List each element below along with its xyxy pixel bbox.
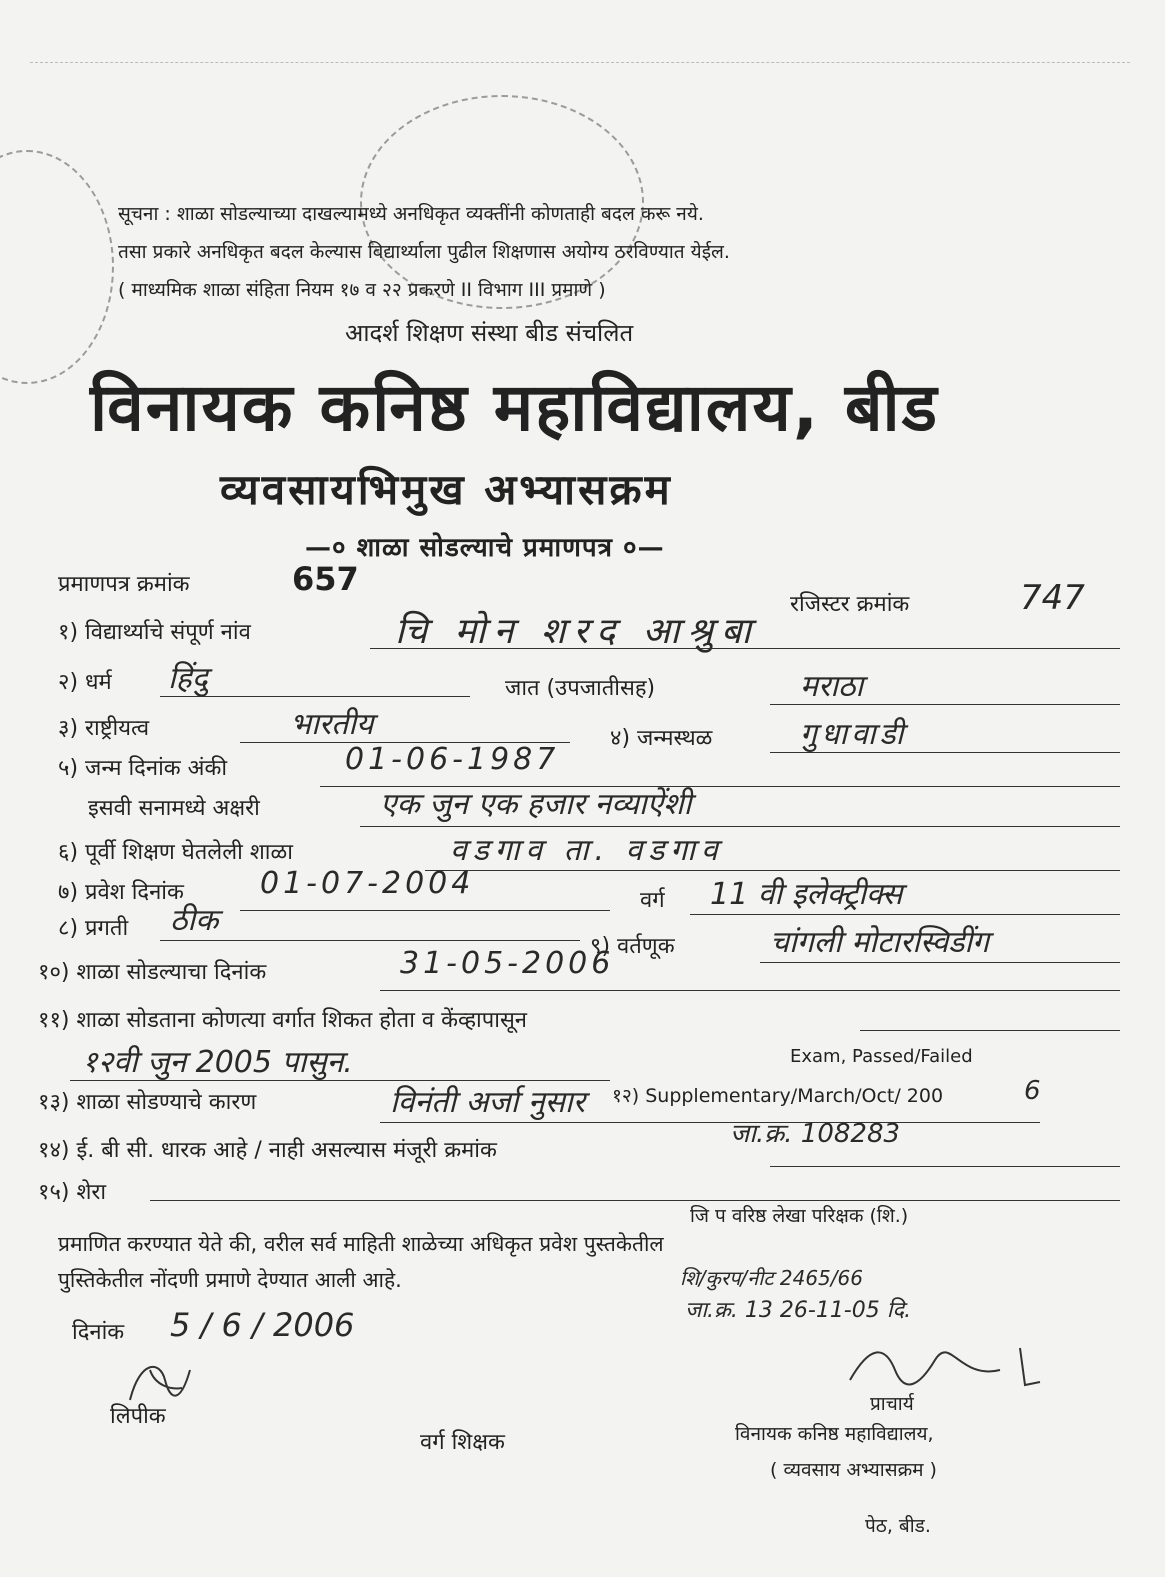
field-14-label: १४) ई. बी सी. धारक आहे / नाही असल्यास मंजूरी क्रमांक (38, 1138, 497, 1163)
field-1-line (370, 648, 1120, 649)
field-5-label: ५) जन्म दिनांक अंकी (58, 756, 228, 781)
field-8-line (160, 940, 580, 941)
field-9-value: चांगली मोटारस्विडींग (770, 925, 990, 960)
field-3-value: भारतीय (290, 707, 374, 742)
class-label: वर्ग (640, 888, 665, 913)
field-5-value: 01-06-1987 (345, 742, 560, 777)
field-10-line (380, 990, 1120, 991)
principal-label: प्राचार्य (870, 1393, 914, 1415)
field-15-line (150, 1200, 1120, 1201)
scan-edge (30, 62, 1130, 63)
college-title: विनायक कनिष्ठ महाविद्यालय, बीड (90, 369, 939, 446)
college-sign-line-3: पेठ, बीड. (865, 1515, 931, 1537)
field-4-label: ४) जन्मस्थळ (610, 726, 713, 751)
register-value: 747 (1020, 578, 1085, 618)
field-14-line (770, 1166, 1120, 1167)
field-12-value: 6 (1024, 1076, 1041, 1106)
cert-no-label: प्रमाणपत्र क्रमांक (58, 572, 190, 597)
field-5b-value: एक जुन एक हजार नव्याऐंशी (380, 787, 692, 822)
field-6-label: ६) पूर्वी शिक्षण घेतलेली शाळा (58, 840, 293, 865)
field-5b-line (360, 826, 1120, 827)
field-7-value: 01-07-2004 (260, 866, 475, 901)
caste-label: जात (उपजातीसह) (505, 676, 656, 701)
clerk-label: लिपीक (110, 1404, 166, 1429)
field-10-value: 31-05-2006 (400, 946, 615, 981)
field-9-line (760, 962, 1120, 963)
college-sign-line-2: ( व्यवसाय अभ्यासक्रम ) (770, 1459, 937, 1481)
society-line: आदर्श शिक्षण संस्था बीड संचलित (345, 319, 634, 347)
field-8-label: ८) प्रगती (58, 916, 129, 941)
field-13-label: १३) शाळा सोडण्याचे कारण (38, 1090, 257, 1115)
right-ref-1: शि/कुरप/नीट 2465/66 (680, 1266, 863, 1290)
course-title: व्यवसायभिमुख अभ्यासक्रम (220, 465, 673, 514)
caste-value: मराठा (800, 669, 864, 704)
cert-statement-1: प्रमाणित करण्यात येते की, वरील सर्व माहिती शाळेच्या अधिकृत प्रवेश पुस्तकेतील (58, 1232, 664, 1256)
certificate-title: —० शाळा सोडल्याचे प्रमाणपत्र ०— (305, 533, 665, 563)
seal-stamp-left (0, 150, 114, 384)
field-6-line (425, 870, 1120, 871)
right-ref-2: जा.क्र. 13 26-11-05 दि. (685, 1298, 912, 1323)
field-1-value: चि मोन शरद आश्रुबा (395, 611, 759, 652)
field-2-value: हिंदु (168, 661, 208, 696)
field-7-line (240, 910, 610, 911)
class-value: 11 वी इलेक्ट्रीक्स (710, 877, 903, 912)
officer-line: जि प वरिष्ठ लेखा परिक्षक (शि.) (690, 1205, 909, 1227)
college-sign-line-1: विनायक कनिष्ठ महाविद्यालय, (735, 1423, 934, 1445)
field-11-line (860, 1030, 1120, 1031)
field-7-label: ७) प्रवेश दिनांक (58, 880, 184, 905)
cert-no-value: 657 (292, 560, 359, 598)
field-1-label: १) विद्यार्थ्याचे संपूर्ण नांव (58, 620, 251, 645)
field-3-label: ३) राष्ट्रीयत्व (58, 716, 150, 741)
date-label: दिनांक (72, 1320, 125, 1345)
field-6-value: वडगाव ता. वडगाव (450, 833, 724, 868)
field-2-line (160, 696, 470, 697)
field-13-value: विनंती अर्जा नुसार (390, 1085, 585, 1120)
notice-line-2: तसा प्रकारे अनधिकृत बदल केल्यास विद्यार्थ्याला पुढील शिक्षणास अयोग्य ठरविण्यात येईल. (118, 241, 730, 263)
field-11-label: ११) शाळा सोडताना कोणत्या वर्गात शिकत होता व केंव्हापासून (38, 1008, 528, 1033)
field-8-value: ठीक (170, 903, 219, 938)
cert-statement-2: पुस्तिकेतील नोंदणी प्रमाणे देण्यात आली आहे. (58, 1268, 402, 1292)
field-12-top: Exam, Passed/Failed (790, 1046, 973, 1067)
field-15-label: १५) शेरा (38, 1180, 107, 1205)
register-label: रजिस्टर क्रमांक (790, 592, 910, 617)
field-13-line (380, 1122, 1040, 1123)
field-5b-label: इसवी सनामध्ये अक्षरी (88, 796, 260, 821)
field-9-label: ९) वर्तणूक (590, 934, 675, 959)
field-2-label: २) धर्म (58, 670, 112, 695)
class-line (690, 914, 1120, 915)
field-12-label: १२) Supplementary/March/Oct/ 200 (612, 1085, 944, 1107)
notice-line-1: सूचना : शाळा सोडल्याच्या दाखल्यामध्ये अनधिकृत व्यक्तींनी कोणताही बदल करू नये. (118, 203, 704, 225)
class-teacher-label: वर्ग शिक्षक (420, 1430, 505, 1455)
notice-line-3: ( माध्यमिक शाळा संहिता नियम १७ व २२ प्रकरणे II विभाग III प्रमाणे ) (118, 279, 606, 301)
date-value: 5 / 6 / 2006 (170, 1306, 355, 1344)
field-13-extra: जा.क्र. 108283 (730, 1119, 901, 1149)
caste-line (770, 704, 1120, 705)
field-10-label: १०) शाळा सोडल्याचा दिनांक (38, 960, 267, 985)
field-4-value: गुधावाडी (800, 717, 908, 752)
field-11-value: १२वी जुन 2005 पासुन. (82, 1045, 353, 1080)
field-4-line (770, 752, 1120, 753)
